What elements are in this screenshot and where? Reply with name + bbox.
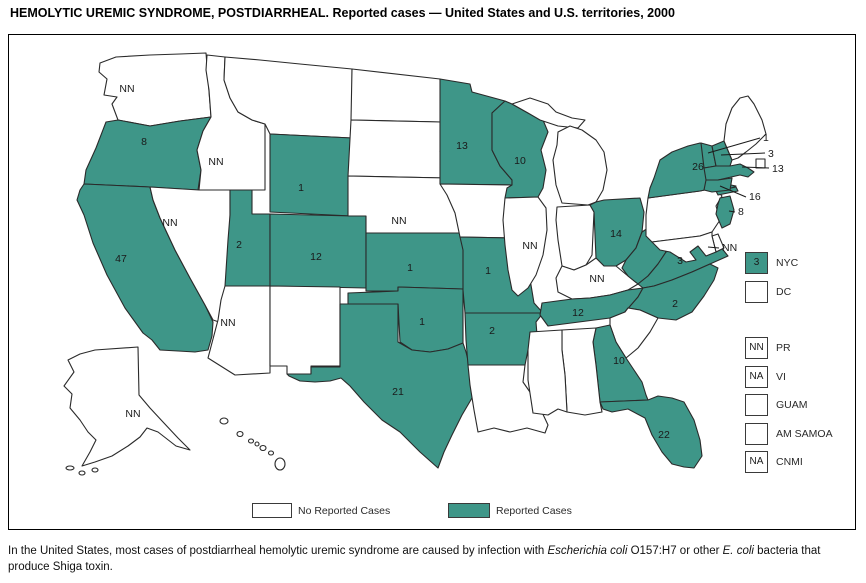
legend-swatch-nyc: 3 — [745, 252, 768, 274]
legend-swatch-vi: NA — [745, 366, 768, 388]
state-label-co: 12 — [310, 251, 322, 263]
state-label-tx: 21 — [392, 386, 404, 398]
side-legend-row-nyc — [745, 252, 798, 274]
legend-swatch-reported — [448, 503, 490, 518]
callout-label-ma: 13 — [772, 163, 784, 175]
callout-label-nj: 8 — [738, 206, 744, 218]
legend-swatch-am-samoa — [745, 423, 768, 445]
legend-label-pr: PR — [776, 342, 791, 354]
state-me — [724, 96, 766, 160]
state-ri — [756, 159, 765, 168]
caption-part-italic: E. coli — [722, 545, 754, 557]
state-ak-island — [79, 471, 85, 475]
legend-swatch-cnmi: NA — [745, 451, 768, 473]
callout-label-ct: 16 — [749, 191, 761, 203]
state-label-va: 3 — [677, 255, 683, 267]
state-label-nc: 2 — [672, 298, 678, 310]
callout-label-md: NN — [722, 242, 738, 254]
state-label-nv: NN — [162, 217, 178, 229]
callout-label-vt: 1 — [763, 132, 769, 144]
state-fl — [600, 396, 702, 468]
state-ms — [528, 330, 567, 415]
figure-title: HEMOLYTIC UREMIC SYNDROME, POSTDIARRHEAL. Reported cases — United States and U.S. territories, 2000 — [10, 6, 675, 20]
legend-label-no-cases: No Reported Cases — [298, 505, 391, 517]
state-label-ky: NN — [589, 273, 605, 285]
state-ma — [704, 164, 754, 180]
legend-label-guam: GUAM — [776, 399, 808, 411]
state-label-mn: 13 — [456, 140, 468, 152]
state-hi-island — [220, 418, 228, 424]
state-ak-island — [66, 466, 74, 470]
figure-caption — [8, 543, 860, 575]
state-or — [84, 117, 211, 190]
state-nj — [716, 196, 734, 228]
side-legend-row-guam — [745, 394, 808, 416]
state-label-ny: 26 — [692, 161, 704, 173]
state-label-ak: NN — [125, 408, 141, 420]
state-sd — [348, 120, 447, 178]
state-hi-island — [269, 451, 274, 455]
side-legend-row-am-samoa — [745, 423, 833, 445]
state-label-wa: NN — [119, 83, 135, 95]
state-hi-island — [255, 442, 259, 446]
state-label-tn: 12 — [572, 307, 584, 319]
state-label-ga: 10 — [613, 355, 625, 367]
state-ak — [64, 347, 190, 466]
state-label-wy: 1 — [298, 182, 304, 194]
state-label-ks: 1 — [407, 262, 413, 274]
caption-part: In the United States, most cases of postdiarrheal hemolytic uremic syndrome are caused by infection with — [8, 545, 548, 557]
state-hi-island — [249, 439, 254, 443]
state-label-or: 8 — [141, 136, 147, 148]
state-hi-island — [275, 458, 285, 470]
state-label-il: NN — [522, 240, 538, 252]
state-nm — [270, 286, 340, 374]
state-label-ut: 2 — [236, 239, 242, 251]
legend-swatch-no-cases — [252, 503, 292, 518]
caption-part: O157:H7 or other — [627, 545, 723, 557]
state-label-mo: 1 — [485, 265, 491, 277]
side-legend-row-dc — [745, 281, 791, 303]
state-label-ok: 1 — [419, 316, 425, 328]
side-legend-row-cnmi — [745, 451, 803, 473]
state-hi-island — [237, 432, 243, 437]
state-ct — [704, 178, 732, 192]
state-label-az: NN — [220, 317, 236, 329]
state-ak-island — [92, 468, 98, 472]
legend-label-reported: Reported Cases — [496, 505, 572, 517]
legend-label-vi: VI — [776, 371, 786, 383]
state-hi-island — [260, 446, 266, 451]
state-wy — [270, 134, 352, 216]
state-label-ar: 2 — [489, 325, 495, 337]
caption-part: bacteria that produce Shiga toxin. — [8, 545, 821, 574]
side-legend-row-pr — [745, 337, 791, 359]
state-wa — [99, 53, 211, 126]
state-ks — [366, 233, 466, 291]
legend-swatch-dc — [745, 281, 768, 303]
caption-part-italic: Escherichia coli — [547, 545, 628, 557]
legend-swatch-guam — [745, 394, 768, 416]
state-nd — [351, 69, 441, 122]
state-in — [556, 205, 594, 270]
callout-label-nh: 3 — [768, 148, 774, 160]
state-label-fl: 22 — [658, 429, 670, 441]
legend-label-am-samoa: AM SAMOA — [776, 428, 833, 440]
legend-label-cnmi: CNMI — [776, 456, 803, 468]
state-label-oh: 14 — [610, 228, 622, 240]
state-label-wi: 10 — [514, 155, 526, 167]
state-label-ca: 47 — [115, 253, 127, 265]
side-legend-row-vi — [745, 366, 786, 388]
state-label-ne: NN — [391, 215, 407, 227]
state-mi-lower — [553, 126, 607, 205]
state-ut — [225, 190, 270, 286]
state-label-id: NN — [208, 156, 224, 168]
legend-label-dc: DC — [776, 286, 792, 298]
legend-swatch-pr: NN — [745, 337, 768, 359]
legend-label-nyc: NYC — [776, 257, 799, 269]
